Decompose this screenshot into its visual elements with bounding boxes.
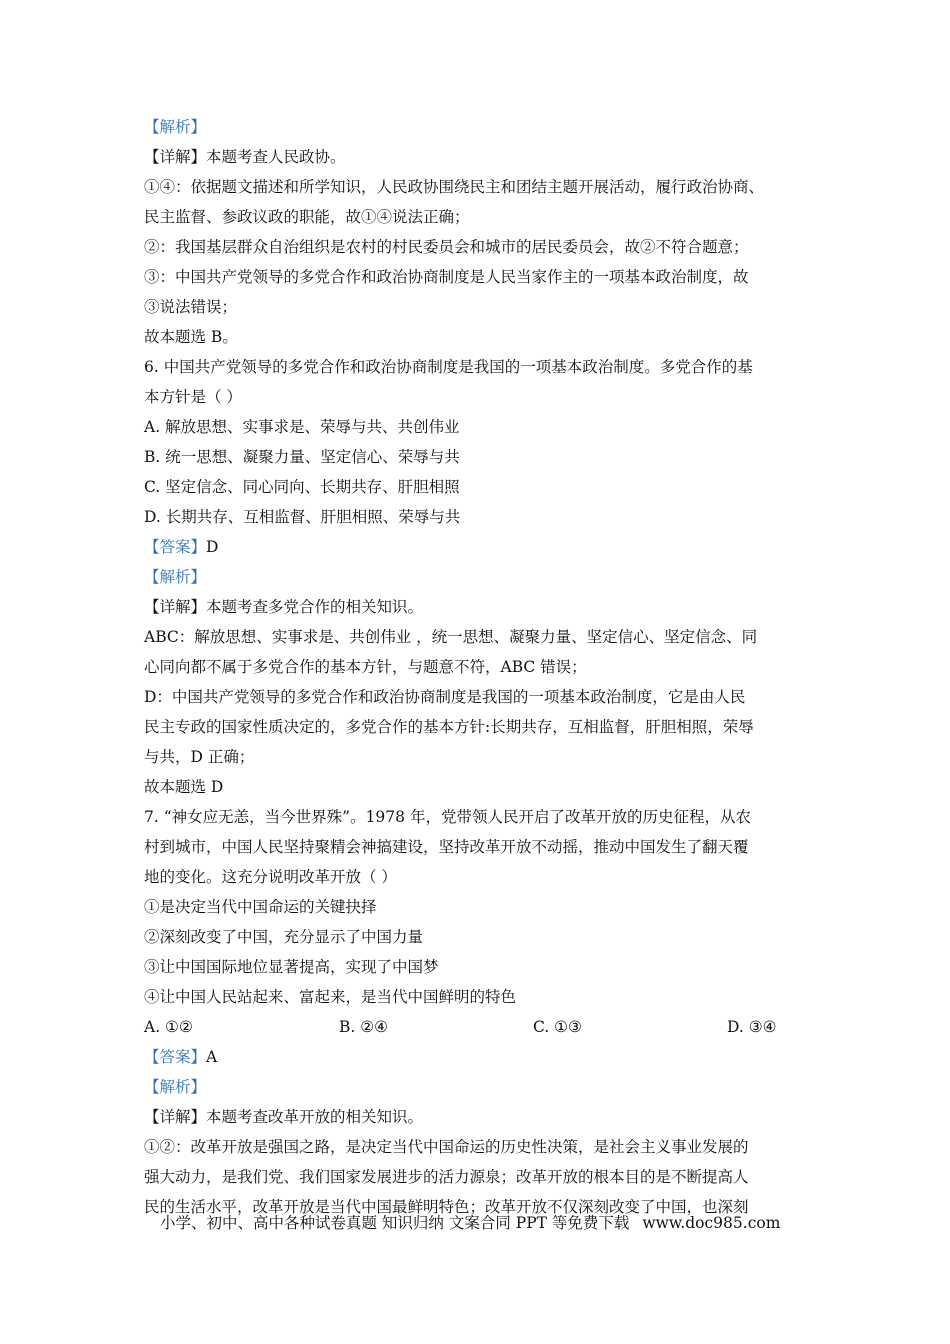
statement-4: ④让中国人民站起来、富起来，是当代中国鲜明的特色 bbox=[144, 988, 517, 1006]
paragraph-line: ③说法错误； bbox=[144, 298, 238, 316]
option-c: C. ①③ bbox=[533, 1018, 582, 1036]
answer-value: A bbox=[206, 1048, 218, 1066]
paragraph-line: 民的生活水平，改革开放是当代中国最鲜明特色；改革开放不仅深刻改变了中国，也深刻 bbox=[144, 1198, 749, 1216]
analysis-label: 【解析】 bbox=[144, 568, 207, 586]
analysis-label: 【解析】 bbox=[144, 118, 207, 136]
question-stem: 村到城市，中国人民坚持聚精会神搞建设，坚持改革开放不动摇，推动中国发生了翻天覆 bbox=[144, 838, 749, 856]
option-b: B. 统一思想、凝聚力量、坚定信心、荣辱与共 bbox=[144, 448, 460, 466]
option-d: D. 长期共存、互相监督、肝胆相照、荣辱与共 bbox=[144, 508, 461, 526]
page-footer bbox=[160, 1210, 788, 1236]
statement-2: ②深刻改变了中国，充分显示了中国力量 bbox=[144, 928, 424, 946]
option-d: D. ③④ bbox=[727, 1018, 777, 1036]
footer-text: 小学、初中、高中各种试卷真题 知识归纳 文案合同 PPT 等免费下载 bbox=[160, 1214, 630, 1232]
paragraph-line: ABC：解放思想、实事求是、共创伟业 ，统一思想、凝聚力量、坚定信心、坚定信念、同 bbox=[144, 628, 758, 646]
answer-label: 【答案】 bbox=[144, 538, 207, 556]
paragraph-line: ①②：改革开放是强国之路，是决定当代中国命运的历史性决策，是社会主义事业发展的 bbox=[144, 1138, 749, 1156]
answer-value: D bbox=[206, 538, 219, 556]
paragraph-line: ①④：依据题文描述和所学知识，人民政协围绕民主和团结主题开展活动，履行政治协商、 bbox=[144, 178, 765, 196]
paragraph-line: 强大动力，是我们党、我们国家发展进步的活力源泉；改革开放的根本目的是不断提高人 bbox=[144, 1168, 749, 1186]
answer-line bbox=[144, 532, 814, 562]
option-a: A. 解放思想、实事求是、荣辱与共、共创伟业 bbox=[144, 418, 460, 436]
paragraph-line: D：中国共产党领导的多党合作和政治协商制度是我国的一项基本政治制度，它是由人民 bbox=[144, 688, 746, 706]
conclusion-line: 故本题选 B。 bbox=[144, 328, 238, 346]
conclusion-line: 故本题选 D bbox=[144, 778, 224, 796]
footer-url[interactable]: www.doc985.com bbox=[642, 1214, 781, 1232]
question-stem: 地的变化。这充分说明改革开放（ ） bbox=[144, 868, 397, 886]
detail-line: 【详解】本题考查改革开放的相关知识。 bbox=[144, 1108, 424, 1126]
answer-label: 【答案】 bbox=[144, 1048, 207, 1066]
statement-1: ①是决定当代中国命运的关键抉择 bbox=[144, 898, 377, 916]
statement-3: ③让中国国际地位显著提高，实现了中国梦 bbox=[144, 958, 439, 976]
option-b: B. ②④ bbox=[339, 1018, 389, 1036]
analysis-label: 【解析】 bbox=[144, 1078, 207, 1096]
paragraph-line: ②：我国基层群众自治组织是农村的村民委员会和城市的居民委员会，故②不符合题意； bbox=[144, 238, 749, 256]
option-c: C. 坚定信念、同心同向、长期共存、肝胆相照 bbox=[144, 478, 460, 496]
detail-line: 【详解】本题考查多党合作的相关知识。 bbox=[144, 598, 424, 616]
paragraph-line: 心同向都不属于多党合作的基本方针，与题意不符，ABC 错误； bbox=[144, 658, 587, 676]
document-body bbox=[144, 112, 814, 1222]
paragraph-line: 民主监督、参政议政的职能，故①④说法正确； bbox=[144, 208, 470, 226]
detail-line: 【详解】本题考查人民政协。 bbox=[144, 148, 346, 166]
options-row bbox=[144, 1012, 814, 1042]
answer-line bbox=[144, 1042, 814, 1072]
question-stem: 7. “神女应无恙，当今世界殊”。1978 年，党带领人民开启了改革开放的历史征程，从农 bbox=[144, 808, 751, 826]
option-a: A. ①② bbox=[144, 1018, 193, 1036]
paragraph-line: 民主专政的国家性质决定的，多党合作的基本方针:长期共存，互相监督，肝胆相照，荣辱 bbox=[144, 718, 754, 736]
question-stem: 本方针是（ ） bbox=[144, 388, 242, 406]
paragraph-line: ③：中国共产党领导的多党合作和政治协商制度是人民当家作主的一项基本政治制度，故 bbox=[144, 268, 749, 286]
paragraph-line: 与共，D 正确； bbox=[144, 748, 255, 766]
question-stem: 6. 中国共产党领导的多党合作和政治协商制度是我国的一项基本政治制度。多党合作的基 bbox=[144, 358, 753, 376]
